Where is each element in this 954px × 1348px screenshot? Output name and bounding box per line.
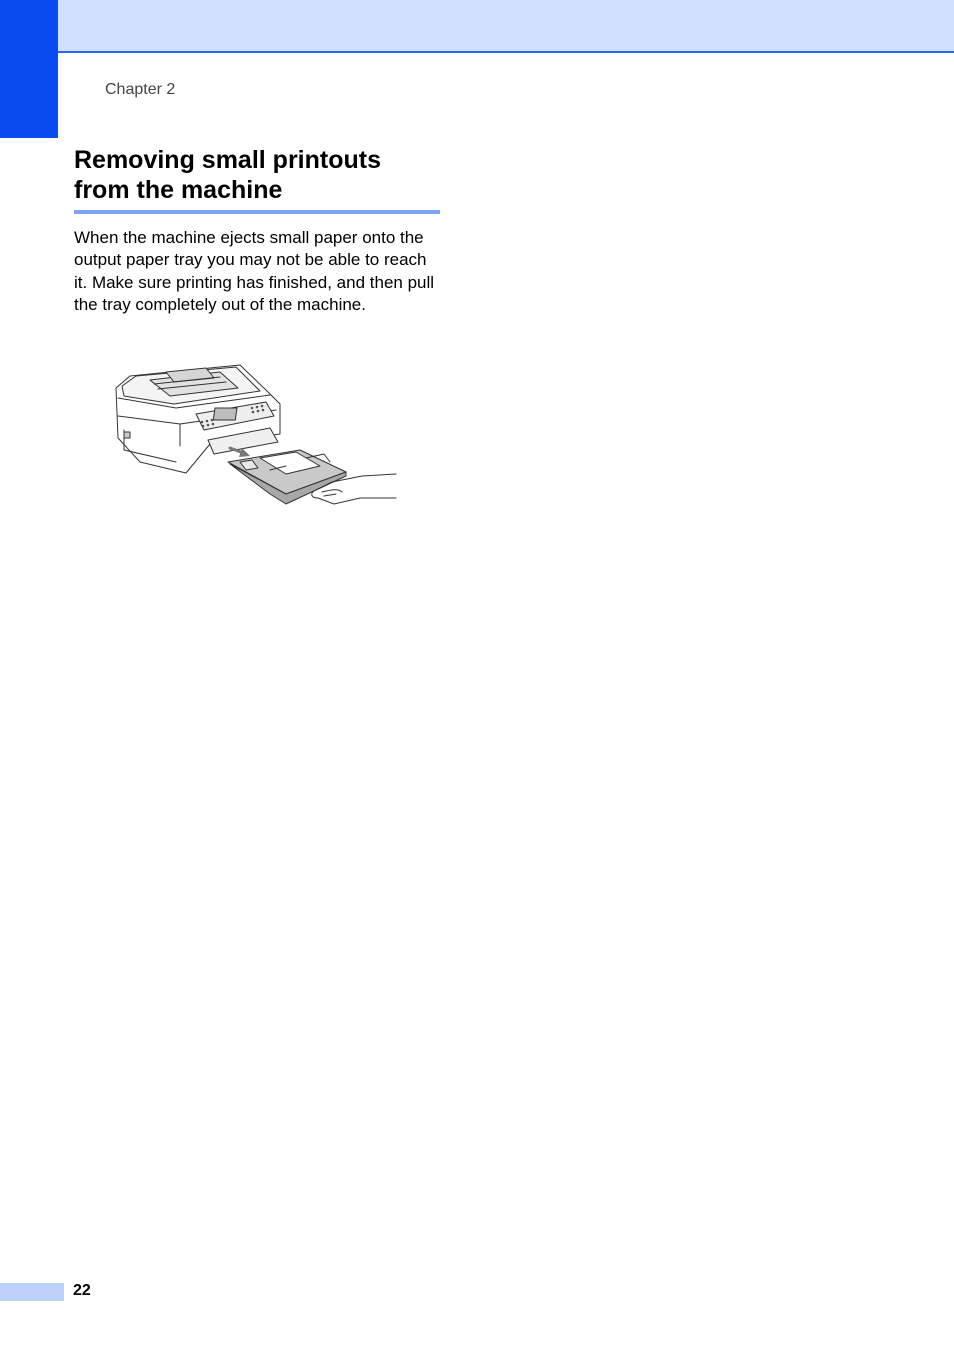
section-title: Removing small printouts from the machine	[74, 146, 381, 204]
section-body-text: When the machine ejects small paper onto the output paper tray you may not be able to reach it. Make sure printing has finished, and then pull the tray completely out of the machine.	[74, 228, 435, 315]
page-number-tab	[0, 1283, 64, 1301]
chapter-tab-marker	[0, 0, 58, 138]
title-underline	[74, 210, 440, 214]
chapter-label: Chapter 2	[105, 81, 176, 98]
page-number: 22	[73, 1282, 91, 1299]
printer-tray-removal-illustration	[110, 358, 402, 512]
page-header-band	[58, 0, 954, 53]
